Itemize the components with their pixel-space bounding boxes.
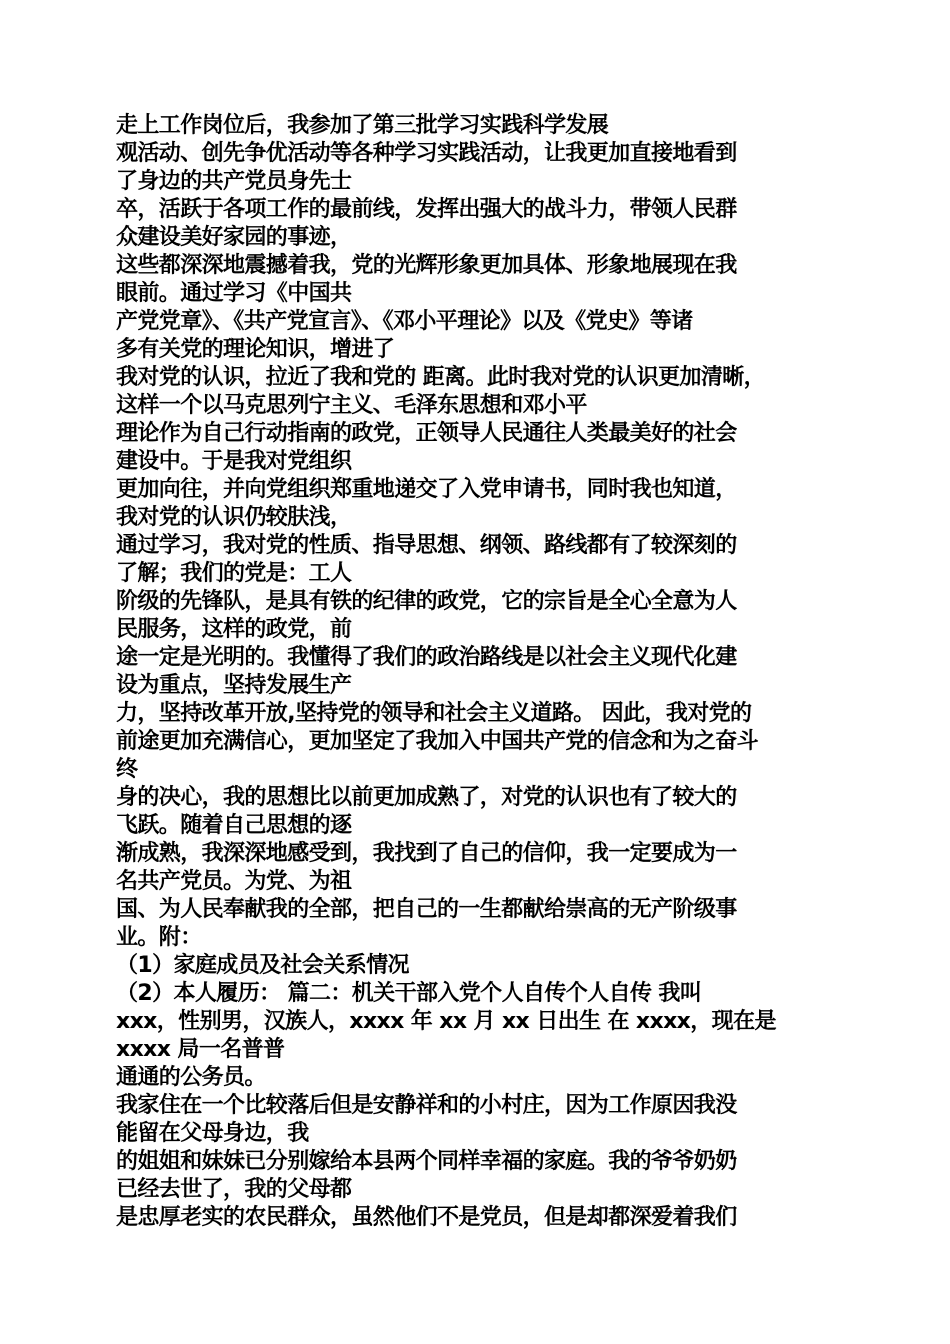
text-line: 建设中。于是我对党组织 — [116, 449, 352, 474]
text-line: 多有关党的理论知识，增进了 — [116, 337, 395, 362]
text-line: 国、为人民奉献我的全部，把自己的一生都献给崇高的无产阶级事 — [116, 897, 737, 922]
text-line: （2）本人履历： 篇二：机关干部入党个人自传个人自传 我叫 — [116, 981, 702, 1006]
text-line: 通过学习，我对党的性质、指导思想、纲领、路线都有了较深刻的 — [116, 533, 737, 558]
text-line: 已经去世了，我的父母都 — [116, 1177, 352, 1202]
text-line: 更加向往，并向党组织郑重地递交了入党申请书，同时我也知道， — [116, 477, 737, 502]
text-line: 设为重点，坚持发展生产 — [116, 673, 352, 698]
text-line: 理论作为自己行动指南的政党，正领导人民通往人类最美好的社会 — [116, 421, 737, 446]
text-line: 产党党章》、《共产党宣言》、《邓小平理论》以及《党史》等诸 — [116, 309, 693, 334]
text-line: 飞跃。随着自己思想的逐 — [116, 813, 352, 838]
text-line: 通通的公务员。 — [116, 1065, 266, 1090]
text-line: 这样一个以马克思列宁主义、毛泽东思想和邓小平 — [116, 393, 587, 418]
text-line: 卒，活跃于各项工作的最前线，发挥出强大的战斗力，带领人民群 — [116, 197, 737, 222]
text-line: 观活动、创先争优活动等各种学习实践活动，让我更加直接地看到 — [116, 141, 737, 166]
text-line: 力，坚持改革开放,坚持党的领导和社会主义道路。 因此，我对党的 — [116, 701, 752, 726]
text-line: 了解；我们的党是：工人 — [116, 561, 352, 586]
text-line: 众建设美好家园的事迹， — [116, 225, 352, 250]
text-line: 我对党的认识，拉近了我和党的 距离。此时我对党的认识更加清晰， — [116, 365, 766, 390]
text-line: 能留在父母身边，我 — [116, 1121, 309, 1146]
text-line: 身的决心，我的思想比以前更加成熟了，对党的认识也有了较大的 — [116, 785, 737, 810]
text-line: xxxx 局一名普普 — [116, 1037, 285, 1062]
text-line: 前途更加充满信心，更加坚定了我加入中国共产党的信念和为之奋斗 — [116, 729, 759, 754]
text-line: 走上工作岗位后，我参加了第三批学习实践科学发展 — [116, 113, 609, 138]
text-line: 终 — [116, 757, 138, 782]
text-line: 是忠厚老实的农民群众，虽然他们不是党员，但是却都深爱着我们 — [116, 1205, 737, 1230]
document-body — [116, 112, 846, 1232]
text-line: xxx，性别男，汉族人，xxxx 年 xx 月 xx 日出生 在 xxxx，现在是 — [116, 1009, 776, 1034]
text-line: （1）家庭成员及社会关系情况 — [116, 953, 409, 978]
text-line: 途一定是光明的。我懂得了我们的政治路线是以社会主义现代化建 — [116, 645, 737, 670]
text-line: 我对党的认识仍较肤浅， — [116, 505, 352, 530]
text-line: 业。附： — [116, 925, 202, 950]
text-line: 名共产党员。为党、为祖 — [116, 869, 352, 894]
text-line: 我家住在一个比较落后但是安静祥和的小村庄，因为工作原因我没 — [116, 1093, 737, 1118]
text-line: 民服务，这样的政党，前 — [116, 617, 352, 642]
text-line: 渐成熟，我深深地感受到，我找到了自己的信仰，我一定要成为一 — [116, 841, 737, 866]
text-line: 这些都深深地震撼着我，党的光辉形象更加具体、形象地展现在我 — [116, 253, 737, 278]
text-line: 阶级的先锋队，是具有铁的纪律的政党，它的宗旨是全心全意为人 — [116, 589, 737, 614]
text-line: 眼前。通过学习《中国共 — [116, 281, 352, 306]
text-line: 了身边的共产党员身先士 — [116, 169, 352, 194]
text-line: 的姐姐和妹妹已分别嫁给本县两个同样幸福的家庭。我的爷爷奶奶 — [116, 1149, 737, 1174]
